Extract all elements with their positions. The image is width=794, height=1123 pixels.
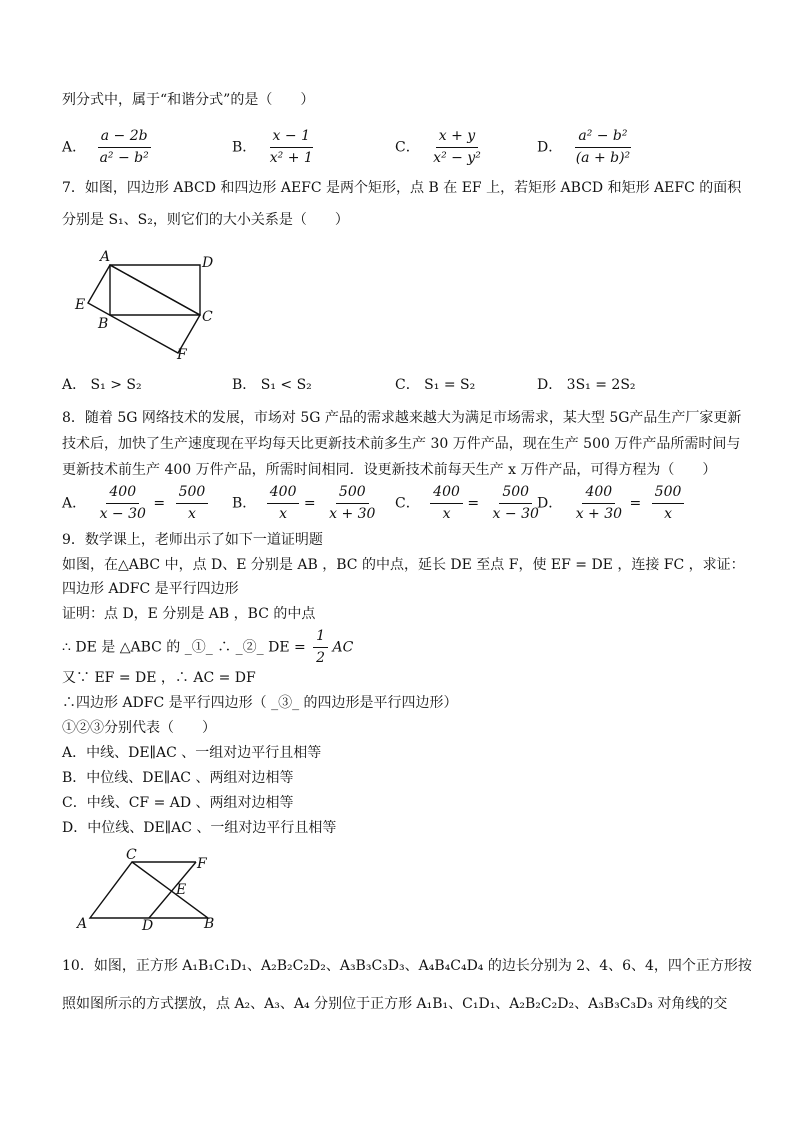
numerator: 1 — [313, 628, 328, 648]
denominator: x² + 1 — [269, 149, 313, 166]
denominator: 2 — [316, 649, 326, 666]
denominator: x — [279, 505, 288, 522]
q10-stem-line2: 照如图所示的方式摆放，点 A₂、A₃、A₄ 分别位于正方形 A₁B₁、C₁D₁、A₂B₂C₂D₂、A₃B₃C₃D₃ 对角线的交 — [62, 996, 728, 1012]
denominator: x² − y² — [433, 149, 481, 166]
denominator: x + 30 — [329, 505, 376, 522]
label-d: D — [202, 255, 214, 271]
q9-option-c: C．中线、CF = AD 、两组对边相等 — [62, 795, 294, 811]
denominator: a² − b² — [99, 149, 149, 166]
q7-option-d: D． 3S₁ = 2S₂ — [537, 377, 636, 393]
fraction-left — [97, 484, 149, 523]
label-c: C — [126, 848, 137, 863]
rectangle-aefc — [88, 265, 200, 353]
q8-stem-line3: 更新技术前生产 400 万件产品，所需时间相同．设更新技术前每天生产 x 万件产品，可得方程为（ ） — [62, 462, 717, 478]
label-a: A — [77, 916, 88, 932]
label-f: F — [197, 856, 207, 872]
denominator: x — [187, 505, 196, 522]
triangle-abc — [90, 862, 208, 918]
q9-stem-line3: 四边形 ADFC 是平行四边形 — [62, 581, 239, 597]
q8-option-c: C． $\frac{400}{x}$ = $\frac{500}{x - 30}$ — [395, 484, 542, 523]
denominator: x − 30 — [99, 505, 146, 522]
fraction-left — [430, 484, 463, 523]
label-d: D — [142, 918, 154, 933]
label-f: F — [177, 347, 187, 363]
denominator: x — [442, 505, 451, 522]
fraction-right — [326, 484, 378, 523]
proof-text-ac: AC — [332, 639, 354, 656]
fraction — [430, 128, 484, 167]
option-label: A． — [62, 139, 87, 156]
label-e: E — [75, 297, 86, 313]
option-label: A． — [62, 495, 87, 512]
numerator: 500 — [176, 484, 209, 504]
q8-stem-line2: 技术后，加快了生产速度现在平均每天比更新技术前多生产 30 万件产品，现在生产 500 万件产品所需时间与 — [62, 436, 741, 452]
q8-option-d: D． $\frac{400}{x + 30}$ = $\frac{500}{x}$ — [537, 484, 684, 523]
denominator: x — [664, 505, 672, 522]
q7-option-b: B． S₁ < S₂ — [232, 377, 312, 393]
fraction-left — [573, 484, 625, 523]
q9-proof-line4: ∴四边形 ADFC 是平行四边形（ _③_ 的四边形是平行四边形） — [62, 695, 458, 711]
fraction-right — [176, 484, 209, 523]
q7-figure — [60, 245, 230, 365]
option-label: B． — [232, 139, 257, 156]
numerator: 400 — [582, 484, 615, 504]
segment-df — [149, 862, 196, 918]
q6-option-b — [232, 128, 316, 167]
numerator: 500 — [336, 484, 369, 504]
q8-stem-line1: 8．随着 5G 网络技术的发展，市场对 5G 产品的需求越来越大为满足市场需求，某大型 5G产品生产厂家更新 — [62, 410, 742, 426]
label-b: B — [204, 916, 215, 932]
label-c: C — [202, 309, 213, 325]
q6-option-a — [62, 128, 152, 167]
numerator: a − 2b — [98, 128, 151, 148]
q9-option-b: B．中位线、DE∥AC 、两组对边相等 — [62, 770, 294, 786]
numerator: 500 — [652, 484, 685, 504]
fraction-half — [313, 628, 328, 667]
denominator: x + 30 — [575, 505, 623, 522]
numerator: 400 — [430, 484, 463, 504]
option-label: B． — [232, 495, 257, 512]
fraction-left — [267, 484, 300, 523]
q6-option-c — [395, 128, 484, 167]
q7-stem-line2: 分别是 S₁、S₂，则它们的大小关系是（ ） — [62, 212, 349, 228]
q9-proof-line1: 证明：点 D，E 分别是 AB ，BC 的中点 — [62, 606, 316, 622]
option-label: D． — [537, 495, 563, 512]
label-a: A — [100, 249, 111, 265]
q8-option-a: A． $\frac{400}{x - 30}$ = $\frac{500}{x}$ — [62, 484, 208, 523]
q9-question: ①②③分别代表（ ） — [62, 720, 216, 736]
q8-option-b: B． $\frac{400}{x}$ = $\frac{500}{x + 30}$ — [232, 484, 378, 523]
numerator: 400 — [267, 484, 300, 504]
diagonal-ac — [110, 265, 200, 315]
q10-stem-line1: 10．如图，正方形 A₁B₁C₁D₁、A₂B₂C₂D₂、A₃B₃C₃D₃、A₄B₄C₄D₄ 的边长分别为 2、4、6、4，四个正方形按 — [62, 958, 752, 974]
fraction-right — [490, 484, 542, 523]
numerator: x + y — [436, 128, 478, 148]
q9-option-d: D．中位线、DE∥AC 、一组对边平行且相等 — [62, 820, 337, 836]
numerator: 400 — [106, 484, 139, 504]
label-e: E — [176, 882, 187, 898]
q9-proof-line2 — [62, 628, 353, 667]
q7-option-a: A． S₁ > S₂ — [62, 377, 142, 393]
fraction — [97, 128, 152, 167]
label-b: B — [98, 316, 109, 332]
numerator: x − 1 — [270, 128, 313, 148]
fraction — [573, 128, 633, 167]
q6-option-d — [537, 128, 633, 167]
q9-figure — [70, 848, 230, 933]
option-label: C． — [395, 139, 420, 156]
denominator: (a + b)² — [575, 149, 631, 166]
q9-stem-line1: 9．数学课上，老师出示了如下一道证明题 — [62, 532, 323, 548]
q6-stem: 列分式中，属于“和谐分式”的是（ ） — [62, 92, 315, 108]
q9-option-a: A．中线、DE∥AC 、一组对边平行且相等 — [62, 745, 322, 761]
proof-text: ∴ DE 是 △ABC 的 _①_ ∴ _②_ DE = — [62, 639, 306, 656]
q9-proof-line3: 又∵ EF = DE ，∴ AC = DF — [62, 670, 256, 686]
option-label: D． — [537, 139, 563, 156]
q7-stem-line1: 7．如图，四边形 ABCD 和四边形 AEFC 是两个矩形，点 B 在 EF 上，若矩形 ABCD 和矩形 AEFC 的面积 — [62, 180, 742, 196]
q7-option-c: C． S₁ = S₂ — [395, 377, 476, 393]
q9-stem-line2: 如图，在△ABC 中，点 D、E 分别是 AB ，BC 的中点，延长 DE 至点 F，使 EF = DE ，连接 FC ，求证： — [62, 557, 745, 573]
fraction — [267, 128, 316, 167]
fraction-right — [652, 484, 685, 523]
denominator: x − 30 — [492, 505, 539, 522]
numerator: 500 — [499, 484, 532, 504]
option-label: C． — [395, 495, 420, 512]
numerator: a² − b² — [575, 128, 630, 148]
